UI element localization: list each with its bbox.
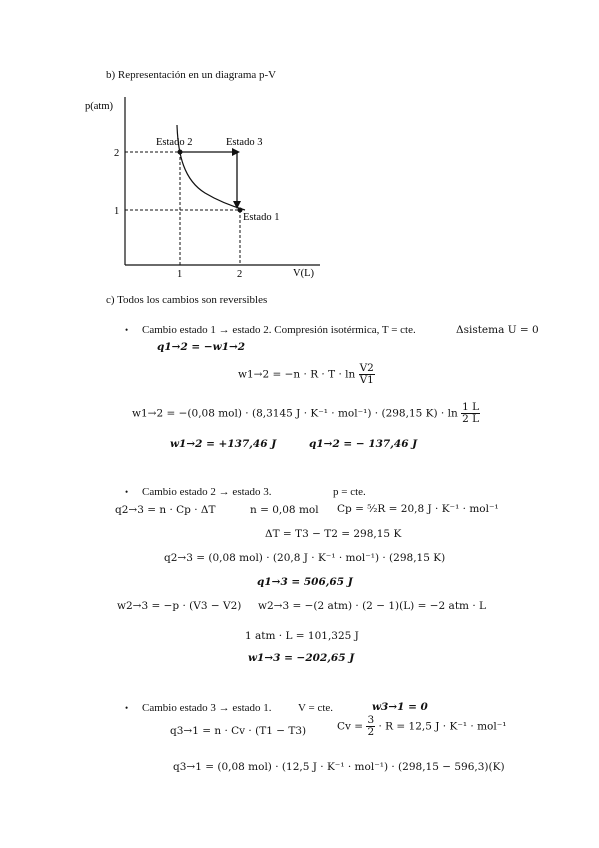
step3-cv-fraction (366, 715, 375, 738)
step2-n-value: n = 0,08 mol (250, 504, 319, 516)
step2-w-values: w2→3 = −(2 atm) · (2 − 1)(L) = −2 atm · L (258, 600, 486, 612)
step1-w-formula (238, 363, 375, 386)
step2-heading: Cambio estado 2 → estado 3. (142, 486, 272, 498)
step1-w-lhs: w1→2 = −n · R · T · ln (238, 368, 356, 381)
step2-w-formula: w2→3 = −p · (V3 − V2) (117, 600, 242, 612)
step2-q-result: q1→3 = 506,65 J (257, 576, 353, 588)
step3-condition: V = cte. (298, 702, 334, 714)
step1-volume-values (461, 402, 480, 425)
bullet-3: • (125, 703, 129, 713)
state-label-2: Estado 2 (156, 137, 193, 148)
step1-w-num: V2 (359, 362, 374, 374)
step3-q-formula: q3→1 = n · Cv · (T1 − T3) (170, 725, 307, 737)
y-tick-1: 1 (114, 206, 120, 217)
step1-w-values-num: 1 L (462, 401, 480, 413)
section-b-heading: b) Representación en un diagrama p-V (106, 69, 277, 81)
step1-w-values-den: 2 L (462, 413, 480, 425)
step3-q-values: q3→1 = (0,08 mol) · (12,5 J · K⁻¹ · mol⁻¹) · (298,15 − 596,3)(K) (173, 761, 505, 773)
x-tick-1: 1 (177, 269, 183, 280)
step3-heading: Cambio estado 3 → estado 1. (142, 702, 272, 714)
section-c-heading: c) Todos los cambios son reversibles (106, 294, 268, 306)
step2-delta-t: ΔT = T3 − T2 = 298,15 K (265, 528, 402, 540)
x-axis-label: V(L) (293, 268, 314, 279)
point-estado-1 (238, 208, 243, 213)
step1-delta-u: Δsistema U = 0 (456, 324, 539, 336)
step1-q-result: q1→2 = − 137,46 J (309, 438, 418, 450)
arrowhead-2-to-3 (232, 148, 240, 156)
step1-w-values-lhs: w1→2 = −(0,08 mol) · (8,3145 J · K⁻¹ · mol⁻¹) · (298,15 K) · ln (132, 407, 458, 420)
step2-condition: p = cte. (333, 486, 366, 498)
step1-w-values (132, 402, 480, 425)
step1-volume-ratio (359, 363, 375, 386)
bullet-1: • (125, 325, 129, 335)
step2-q-formula: q2→3 = n · Cp · ΔT (115, 504, 216, 516)
step1-heading: Cambio estado 1 → estado 2. Compresión isotérmica, T = cte. (142, 324, 416, 336)
step3-cv-den: 2 (367, 726, 375, 738)
x-tick-2: 2 (237, 269, 243, 280)
step3-cv-lhs: Cv = (337, 720, 364, 733)
step3-cv-num: 3 (367, 714, 375, 726)
step2-cp-value: Cp = ⁵⁄₂R = 20,8 J · K⁻¹ · mol⁻¹ (337, 503, 499, 515)
state-label-1: Estado 1 (243, 212, 280, 223)
step2-w-result: w1→3 = −202,65 J (248, 652, 355, 664)
point-estado-2 (178, 150, 183, 155)
step1-q-eq-w: q1→2 = −w1→2 (157, 341, 246, 353)
step2-conversion: 1 atm · L = 101,325 J (245, 630, 359, 642)
step3-w-zero: w3→1 = 0 (372, 701, 428, 713)
pv-diagram (80, 95, 330, 280)
step1-w-den: V1 (359, 374, 374, 386)
y-tick-2: 2 (114, 148, 120, 159)
state-label-3: Estado 3 (226, 137, 263, 148)
bullet-2: • (125, 487, 129, 497)
step3-cv-formula (337, 715, 506, 738)
y-axis-label: p(atm) (85, 101, 113, 112)
step1-w-result: w1→2 = +137,46 J (170, 438, 277, 450)
step3-cv-rhs: · R = 12,5 J · K⁻¹ · mol⁻¹ (378, 720, 507, 733)
step2-q-values: q2→3 = (0,08 mol) · (20,8 J · K⁻¹ · mol⁻¹) · (298,15 K) (164, 552, 446, 564)
